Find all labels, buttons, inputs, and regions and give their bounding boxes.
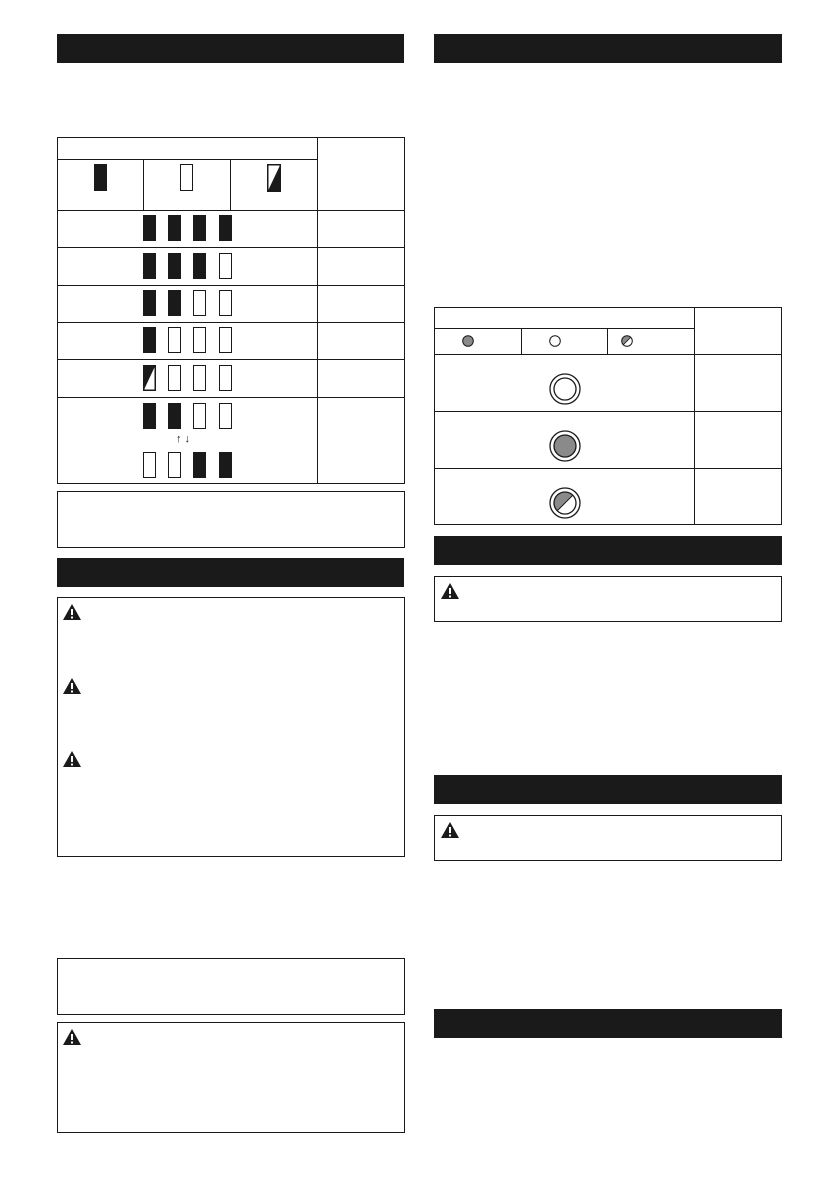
battery-segment-lit	[143, 403, 156, 429]
table-divider	[317, 137, 318, 484]
legend-off-lamp-icon	[549, 335, 561, 347]
battery-segment-off	[193, 403, 206, 429]
battery-segment-off	[193, 365, 206, 391]
battery-segment-lit	[168, 290, 181, 316]
battery-segment-off	[219, 403, 232, 429]
section-header-bar	[434, 775, 782, 804]
lamp-off-icon	[549, 373, 581, 405]
table-divider	[230, 159, 231, 210]
battery-segment-lit	[143, 327, 156, 353]
section-header-bar	[57, 558, 404, 587]
warning-triangle-icon	[62, 750, 82, 768]
legend-blinking-lamp-icon	[621, 335, 633, 347]
battery-segment-lit	[193, 452, 206, 478]
note-box	[57, 491, 405, 548]
section-header-bar	[434, 536, 782, 565]
warning-triangle-icon	[440, 821, 460, 839]
table-divider	[57, 159, 317, 160]
warning-box	[57, 597, 405, 857]
table-frame	[434, 307, 782, 525]
table-divider	[57, 322, 405, 323]
table-divider	[57, 359, 405, 360]
warning-box	[434, 815, 782, 861]
battery-segment-lit	[143, 215, 156, 241]
battery-segment-off	[193, 327, 206, 353]
battery-segment-lit	[219, 452, 232, 478]
alternating-arrows: ↑ ↓	[176, 433, 191, 445]
battery-segment-off	[219, 327, 232, 353]
section-header-bar	[434, 1009, 782, 1038]
battery-segment-lit	[168, 403, 181, 429]
table-divider	[521, 328, 522, 354]
table-divider	[694, 307, 695, 525]
battery-segment-lit	[193, 253, 206, 279]
battery-segment-off	[168, 452, 181, 478]
battery-segment-off	[193, 290, 206, 316]
warning-triangle-icon	[62, 1028, 82, 1046]
battery-segment-off	[219, 365, 232, 391]
battery-segment-lit	[143, 290, 156, 316]
table-divider	[57, 397, 405, 398]
battery-segment-off	[219, 290, 232, 316]
section-header-bar	[57, 34, 404, 63]
table-divider	[143, 159, 144, 210]
table-divider	[57, 285, 405, 286]
table-divider	[434, 411, 782, 412]
warning-box	[57, 1022, 405, 1133]
section-header-bar	[434, 34, 782, 63]
battery-segment-lit	[219, 215, 232, 241]
warning-box	[434, 576, 782, 622]
lamp-blinking-icon	[549, 487, 581, 519]
table-divider	[57, 247, 405, 248]
legend-lit-icon	[94, 164, 107, 191]
note-box	[57, 958, 405, 1015]
battery-segment-off	[168, 327, 181, 353]
warning-triangle-icon	[62, 603, 82, 621]
warning-triangle-icon	[62, 677, 82, 695]
battery-segment-lit	[168, 215, 181, 241]
battery-segment-off	[168, 365, 181, 391]
legend-lit-lamp-icon	[462, 335, 474, 347]
table-divider	[57, 210, 405, 211]
table-divider	[434, 328, 694, 329]
battery-segment-lit	[193, 215, 206, 241]
battery-segment-lit	[143, 253, 156, 279]
battery-segment-off	[143, 452, 156, 478]
battery-segment-blinking	[143, 365, 156, 391]
battery-segment-lit	[168, 253, 181, 279]
warning-triangle-icon	[440, 582, 460, 600]
table-divider	[434, 354, 782, 355]
lamp-lit-icon	[549, 430, 581, 462]
battery-segment-off	[219, 253, 232, 279]
legend-off-icon	[180, 164, 193, 191]
table-divider	[434, 468, 782, 469]
legend-blinking-icon	[267, 164, 281, 192]
table-divider	[607, 328, 608, 354]
